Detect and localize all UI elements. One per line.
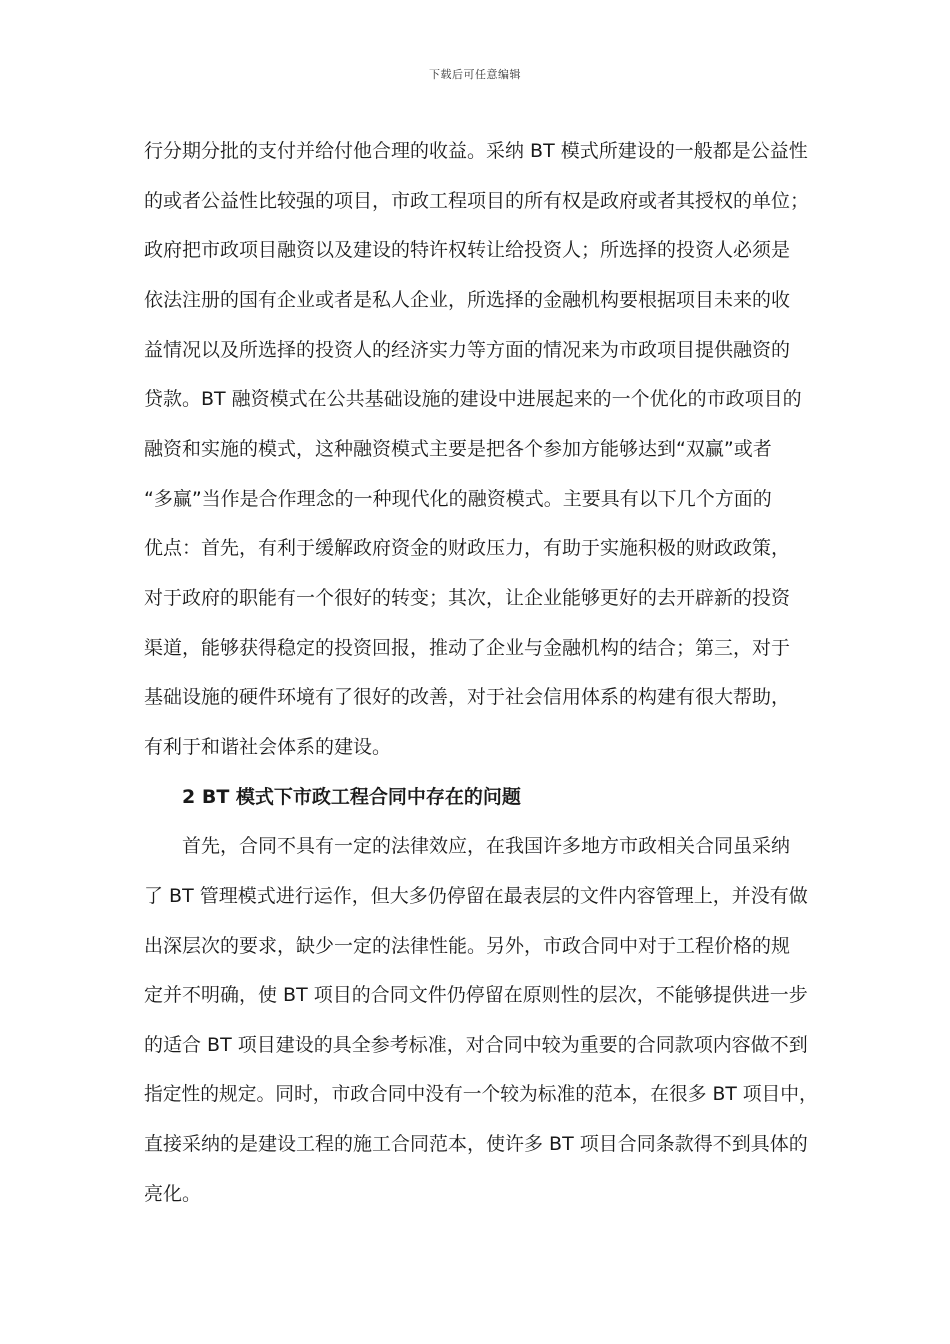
- section-heading: 2 BT 模式下市政工程合同中存在的问题: [182, 786, 521, 808]
- paragraph-line: 对于政府的职能有一个很好的转变；其次，让企业能够更好的去开辟新的投资: [144, 587, 791, 609]
- paragraph-line: 基础设施的硬件环境有了很好的改善，对于社会信用体系的构建有很大帮助，: [144, 686, 791, 708]
- paragraph-line: 指定性的规定。同时，市政合同中没有一个较为标准的范本，在很多 BT 项目中，: [144, 1084, 818, 1105]
- paragraph-line: 政府把市政项目融资以及建设的特许权转让给投资人；所选择的投资人必须是: [144, 239, 791, 261]
- paragraph-line: 渠道，能够获得稳定的投资回报，推动了企业与金融机构的结合；第三，对于: [144, 637, 791, 659]
- paragraph-line: 益情况以及所选择的投资人的经济实力等方面的情况来为市政项目提供融资的: [144, 339, 791, 361]
- paragraph-line: 融资和实施的模式，这种融资模式主要是把各个参加方能够达到“双赢”或者: [144, 438, 772, 460]
- paragraph-line: 定并不明确，使 BT 项目的合同文件仍停留在原则性的层次，不能够提供进一步: [144, 984, 808, 1006]
- paragraph-line: 的适合 BT 项目建设的具全参考标准，对合同中较为重要的合同款项内容做不到: [144, 1034, 808, 1056]
- paragraph-line: 首先，合同不具有一定的法律效应，在我国许多地方市政相关合同虽采纳: [182, 835, 791, 857]
- paragraph-line: 直接采纳的是建设工程的施工合同范本，使许多 BT 项目合同条款得不到具体的: [144, 1133, 808, 1155]
- paragraph-line: 贷款。BT 融资模式在公共基础设施的建设中进展起来的一个优化的市政项目的: [144, 388, 802, 410]
- paragraph-line: 出深层次的要求，缺少一定的法律性能。另外，市政合同中对于工程价格的规: [144, 935, 791, 957]
- paragraph-line: 的或者公益性比较强的项目，市政工程项目的所有权是政府或者其授权的单位；: [144, 190, 810, 212]
- page-header: 下载后可任意编辑: [429, 68, 521, 81]
- paragraph-line: 优点：首先，有利于缓解政府资金的财政压力，有助于实施积极的财政政策，: [144, 537, 791, 559]
- paragraph-line: 依法注册的国有企业或者是私人企业，所选择的金融机构要根据项目未来的收: [144, 289, 791, 311]
- paragraph-line: 行分期分批的支付并给付他合理的收益。采纳 BT 模式所建设的一般都是公益性: [144, 140, 808, 162]
- paragraph-line: 亮化。: [144, 1183, 202, 1205]
- paragraph-line: “多赢”当作是合作理念的一种现代化的融资模式。主要具有以下几个方面的: [144, 488, 772, 510]
- paragraph-line: 了 BT 管理模式进行运作，但大多仍停留在最表层的文件内容管理上，并没有做: [144, 885, 808, 907]
- paragraph-line: 有利于和谐社会体系的建设。: [144, 736, 392, 758]
